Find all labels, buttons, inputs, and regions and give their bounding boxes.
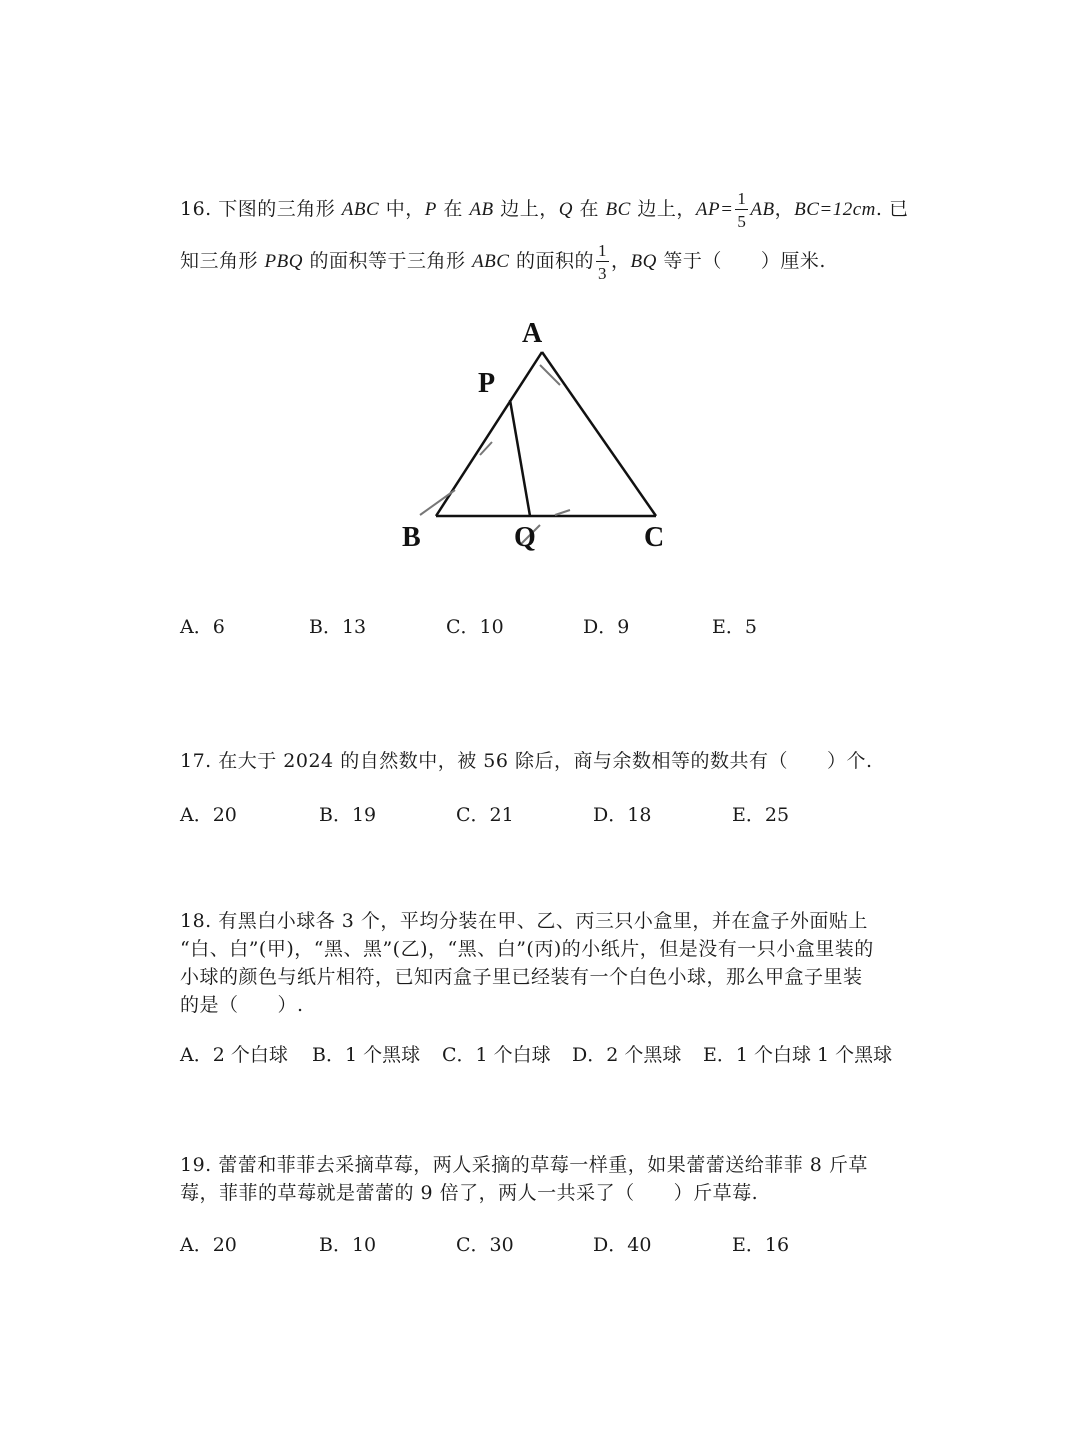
q16-var-pbq: PBQ (264, 251, 303, 272)
q16-option-c: C．10 (446, 616, 504, 638)
q16-var-bc: BC (605, 199, 631, 220)
q16-option-e: E．5 (712, 616, 757, 638)
q16-text: 的面积等于三角形 (302, 250, 473, 272)
q16-text: 的面积的 (509, 250, 595, 272)
q19-option-c: C．30 (456, 1234, 514, 1256)
q17-option-e: E．25 (732, 804, 790, 826)
q16-var-bc-length: BC=12cm (794, 199, 876, 220)
vertex-label-c: C (644, 522, 665, 553)
q17-text: 17. 在大于 2024 的自然数中，被 56 除后，商与余数相等的数共有（ ）个. (180, 750, 873, 772)
q16-text: 16. 下图的三角形 (180, 198, 342, 220)
q16-option-b: B．13 (309, 616, 367, 638)
q19-line-1: 19. 蕾蕾和菲菲去采摘草莓，两人采摘的草莓一样重，如果蕾蕾送给菲菲 8 斤草 (180, 1154, 868, 1176)
q18-line-3: 小球的颜色与纸片相符，已知丙盒子里已经装有一个白色小球，那么甲盒子里装 (180, 966, 863, 988)
q16-text: 在 (572, 198, 606, 220)
fraction-denominator: 5 (737, 212, 747, 231)
q16-text: 在 (436, 198, 470, 220)
q16-text: ， (774, 198, 795, 220)
q16-var-p: P (424, 199, 437, 220)
q19-option-b: B．10 (319, 1234, 377, 1256)
q16-option-a: A．6 (180, 616, 225, 638)
q16-text: . 已 (875, 198, 909, 220)
q16-var-bq: BQ (630, 251, 657, 272)
q16-text: 知三角形 (180, 250, 265, 272)
q18-line-4: 的是（ ）. (180, 994, 304, 1016)
q16-var-ap: AP= (695, 199, 734, 220)
q19-option-d: D．40 (593, 1234, 652, 1256)
q18-line-1: 18. 有黑白小球各 3 个，平均分装在甲、乙、丙三只小盒里，并在盒子外面贴上 (180, 910, 868, 932)
q16-line-1 (180, 190, 909, 230)
edge-ac (542, 352, 656, 516)
q16-fraction-one-fifth (735, 190, 748, 230)
q19-option-a: A．20 (180, 1234, 237, 1256)
q18-option-d: D．2 个黑球 (572, 1044, 682, 1066)
q18-option-b: B．1 个黑球 (312, 1044, 421, 1066)
q17-option-a: A．20 (180, 804, 237, 826)
fraction-numerator: 1 (598, 241, 608, 260)
fraction-denominator: 3 (598, 264, 608, 283)
q16-var-abc: ABC (341, 199, 380, 220)
q17-option-c: C．21 (456, 804, 514, 826)
q16-var-ab: AB (469, 199, 494, 220)
q19-line-2: 莓，菲菲的草莓就是蕾蕾的 9 倍了，两人一共采了（ ）斤草莓. (180, 1182, 759, 1204)
q16-text: 边上， (493, 198, 559, 220)
q16-text: ， (611, 250, 631, 272)
vertex-label-q: Q (514, 522, 536, 553)
triangle-diagram (380, 310, 700, 570)
q18-option-a: A．2 个白球 (180, 1044, 288, 1066)
fraction-numerator: 1 (737, 189, 747, 208)
q16-text: 中， (379, 198, 425, 220)
q17-option-b: B．19 (319, 804, 377, 826)
q16-text: 边上， (630, 198, 696, 220)
q16-fraction-one-third (596, 242, 609, 282)
q18-option-e: E．1 个白球 1 个黑球 (703, 1044, 893, 1066)
q16-text: 等于（ ）厘米. (656, 250, 826, 272)
q17-option-d: D．18 (593, 804, 652, 826)
vertex-label-p: P (478, 368, 496, 399)
q16-var-ab: AB (750, 199, 775, 220)
q16-var-abc: ABC (472, 251, 510, 272)
vertex-label-a: A (522, 318, 543, 349)
q18-option-c: C．1 个白球 (442, 1044, 551, 1066)
segment-pq (510, 400, 530, 516)
q19-option-e: E．16 (732, 1234, 790, 1256)
vertex-label-b: B (402, 522, 421, 553)
q16-option-d: D．9 (583, 616, 630, 638)
q18-line-2: “白、白”(甲)，“黑、黑”(乙)，“黑、白”(丙)的小纸片，但是没有一只小盒里装的 (180, 938, 874, 960)
q16-var-q: Q (558, 199, 573, 220)
q16-line-2 (180, 242, 826, 282)
